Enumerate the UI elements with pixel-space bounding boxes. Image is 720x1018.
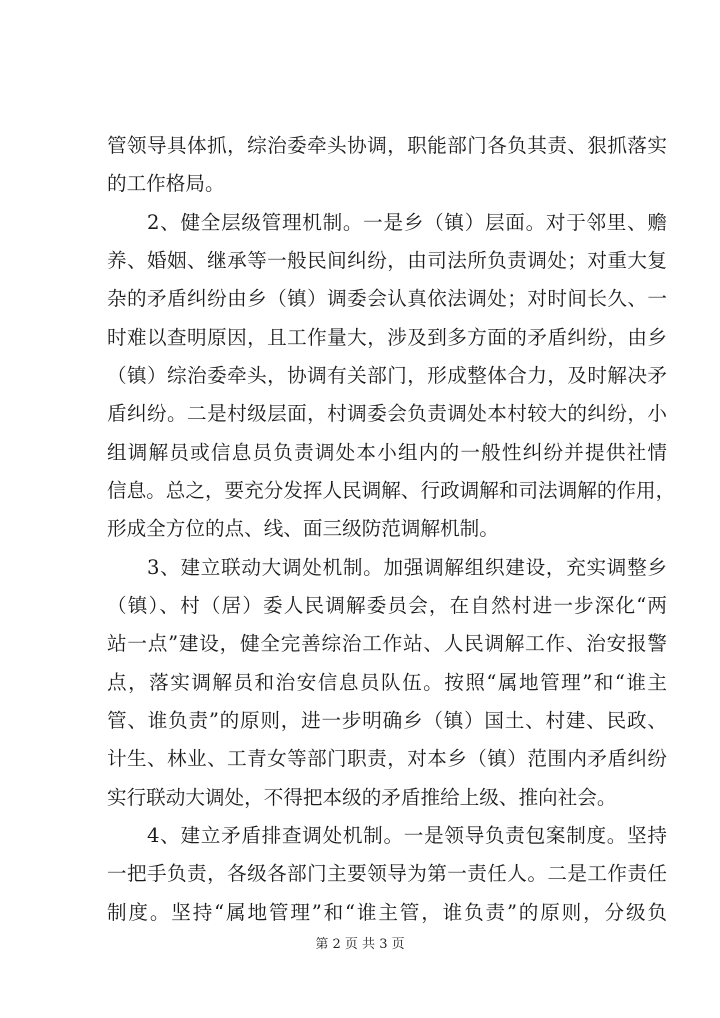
text-line: 点，落实调解员和治安信息员队伍。按照“属地管理”和“谁主 bbox=[107, 671, 667, 694]
text-line: 制度。坚持“属地管理”和“谁主管，谁负责”的原则，分级负 bbox=[107, 901, 667, 924]
text-line: 养、婚姻、继承等一般民间纠纷，由司法所负责调处；对重大复 bbox=[107, 249, 667, 272]
text-line: 组调解员或信息员负责调处本小组内的一般性纠纷并提供社情 bbox=[107, 441, 667, 464]
text-line: 计生、林业、工青女等部门职责，对本乡（镇）范围内矛盾纠纷 bbox=[107, 747, 667, 770]
page-number-footer: 第 2 页 共 3 页 bbox=[315, 937, 405, 952]
text-line: 时难以查明原因，且工作量大，涉及到多方面的矛盾纠纷，由乡 bbox=[107, 326, 667, 349]
paragraph-start-line: 3、建立联动大调处机制。加强调解组织建设，充实调整乡 bbox=[147, 556, 667, 579]
text-line: 管领导具体抓，综治委牵头协调，职能部门各负其责、狠抓落实 bbox=[107, 134, 667, 157]
text-line: 实行联动大调处，不得把本级的矛盾推给上级、推向社会。 bbox=[107, 786, 617, 809]
paragraph-start-line: 4、建立矛盾排查调处机制。一是领导负责包案制度。坚持 bbox=[147, 824, 667, 847]
text-line: （镇）、村（居）委人民调解委员会，在自然村进一步深化“两 bbox=[107, 594, 667, 617]
text-line: 盾纠纷。二是村级层面，村调委会负责调处本村较大的纠纷，小 bbox=[107, 402, 667, 425]
paragraph-start-line: 2、健全层级管理机制。一是乡（镇）层面。对于邻里、赡 bbox=[147, 211, 667, 234]
text-line: 形成全方位的点、线、面三级防范调解机制。 bbox=[107, 517, 499, 540]
text-line: （镇）综治委牵头，协调有关部门，形成整体合力，及时解决矛 bbox=[107, 364, 667, 387]
text-line: 站一点”建设，健全完善综治工作站、人民调解工作、治安报警 bbox=[107, 632, 667, 655]
text-line: 的工作格局。 bbox=[107, 172, 225, 195]
text-line: 杂的矛盾纠纷由乡（镇）调委会认真依法调处；对时间长久、一 bbox=[107, 287, 667, 310]
text-line: 信息。总之，要充分发挥人民调解、行政调解和司法调解的作用， bbox=[107, 479, 676, 502]
text-line: 一把手负责，各级各部门主要领导为第一责任人。二是工作责任 bbox=[107, 862, 667, 885]
text-line: 管、谁负责”的原则，进一步明确乡（镇）国土、村建、民政、 bbox=[107, 709, 667, 732]
